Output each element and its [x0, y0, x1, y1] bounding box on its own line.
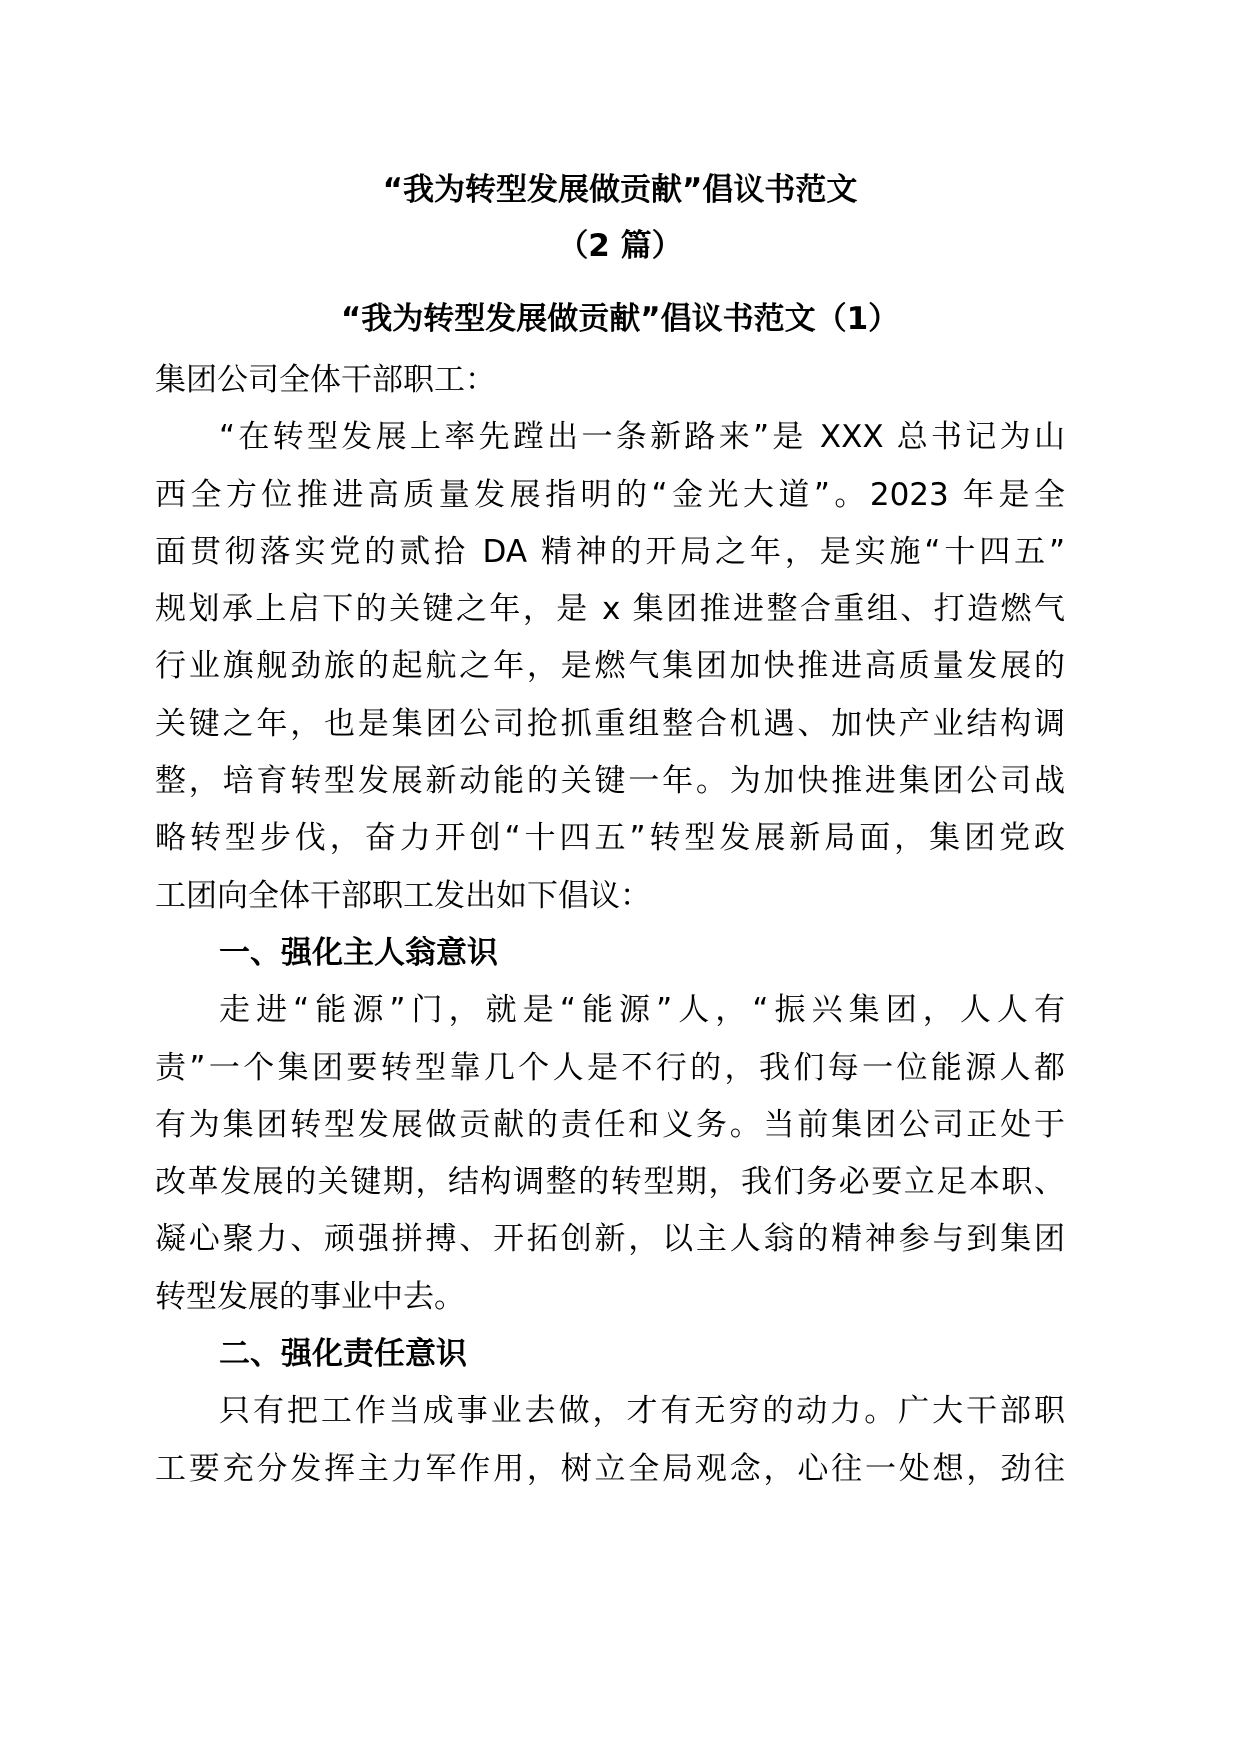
paragraph-line: 有为集团转型发展做贡献的责任和义务。当前集团公司正处于: [155, 1106, 1065, 1143]
paragraph-line: “在转型发展上率先蹚出一条新路来”是 XXX 总书记为山: [219, 419, 1065, 456]
section-title: “我为转型发展做贡献”倡议书范文（1）: [340, 301, 900, 337]
paragraph-line: 凝心聚力、顽强拼搏、开拓创新，以主人翁的精神参与到集团: [155, 1221, 1065, 1258]
paragraph-line: 关键之年，也是集团公司抢抓重组整合机遇、加快产业结构调: [155, 705, 1065, 742]
paragraph-line: 工要充分发挥主力军作用，树立全局观念，心往一处想，劲往: [155, 1450, 1065, 1487]
sub-title: （2 篇）: [557, 228, 683, 264]
salutation: 集团公司全体干部职工：: [155, 362, 496, 398]
paragraph-line: 整，培育转型发展新动能的关键一年。为加快推进集团公司战: [155, 763, 1065, 800]
paragraph-line: 工团向全体干部职工发出如下倡议：: [155, 877, 651, 914]
paragraph-line: 规划承上启下的关键之年，是 x 集团推进整合重组、打造燃气: [155, 591, 1065, 628]
paragraph-line: 改革发展的关键期，结构调整的转型期，我们务必要立足本职、: [155, 1164, 1065, 1201]
paragraph-line: 行业旗舰劲旅的起航之年，是燃气集团加快推进高质量发展的: [155, 648, 1065, 685]
main-title: “我为转型发展做贡献”倡议书范文: [382, 172, 858, 208]
paragraph-line: 走进“能源”门，就是“能源”人，“振兴集团，人人有: [219, 992, 1065, 1029]
paragraph-line: 只有把工作当成事业去做，才有无穷的动力。广大干部职: [219, 1393, 1065, 1430]
paragraph-line: 责”一个集团要转型靠几个人是不行的，我们每一位能源人都: [155, 1049, 1065, 1086]
paragraph-line: 面贯彻落实党的贰拾 DA 精神的开局之年，是实施“十四五”: [155, 533, 1065, 570]
paragraph-line: 西全方位推进高质量发展指明的“金光大道”。2023 年是全: [155, 476, 1065, 513]
section-heading: 二、强化责任意识: [219, 1336, 467, 1373]
paragraph-line: 略转型步伐，奋力开创“十四五”转型发展新局面，集团党政: [155, 820, 1065, 857]
document-body: [155, 352, 1065, 1498]
section-heading: 一、强化主人翁意识: [219, 934, 498, 971]
paragraph-line: 转型发展的事业中去。: [155, 1278, 465, 1315]
